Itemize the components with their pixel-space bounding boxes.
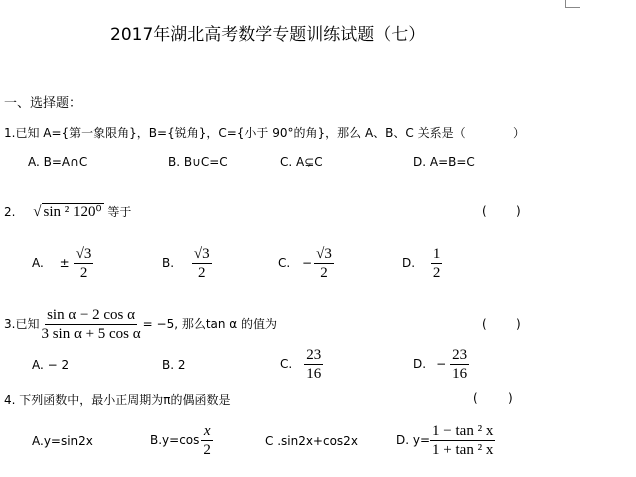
question-text: 1.已知 A={第一象限角}，B={锐角}，C={小于 90°的角}，那么 A、B、C 关系是（ (4, 126, 466, 140)
option-label: C. (280, 357, 293, 371)
numerator: 1 − tan ² x (432, 423, 494, 439)
question-2: 2. √ sin ² 120⁰ 等于 (4, 204, 132, 220)
numerator: √3 (316, 246, 332, 262)
denominator: 1 + tan ² x (432, 442, 494, 458)
option-label: A. (32, 256, 44, 270)
sign: − (436, 357, 447, 371)
denominator: 2 (79, 265, 88, 281)
denominator: 3 sin α + 5 cos α (41, 326, 141, 342)
option-label: D. (402, 256, 416, 270)
answer-paren-close: ） (513, 126, 526, 140)
option-c (278, 245, 334, 282)
option-c: C .sin2x+cos2x (265, 434, 358, 448)
option-label: D. (413, 357, 427, 371)
option-label: D. y= (396, 433, 431, 447)
radicand: sin ² 120⁰ (43, 204, 102, 220)
question-4: 4. 下列函数中，最小正周期为π的偶函数是 (4, 393, 231, 407)
option-d (402, 245, 442, 282)
question-text: 3.已知 (4, 317, 40, 331)
denominator: 2 (320, 265, 328, 281)
sign: − (302, 256, 313, 270)
option-a: A. B=A∩C (28, 155, 88, 169)
answer-paren-open: ( (482, 317, 487, 331)
denominator: 2 (432, 265, 441, 281)
answer-paren-close: ) (516, 204, 521, 218)
denominator: 16 (306, 366, 322, 382)
section-heading: 一、选择题： (4, 96, 83, 111)
answer-paren-open: ( (473, 391, 478, 405)
option-d (396, 422, 495, 459)
option-a: A.y=sin2x (32, 434, 93, 448)
numerator: 1 (432, 246, 441, 262)
option-b: B. 2 (162, 358, 186, 372)
option-d (413, 346, 469, 383)
answer-paren-close: ) (516, 317, 521, 331)
option-label: B. (162, 256, 175, 270)
question-1 (4, 124, 466, 141)
option-label: B.y=cos (150, 433, 200, 447)
option-b: B. B∪C=C (168, 155, 228, 169)
question-3 (4, 306, 277, 343)
denominator: 2 (197, 265, 206, 281)
sign: ± (59, 256, 70, 270)
numerator: x (203, 423, 211, 439)
numerator: sin α − 2 cos α (47, 307, 136, 323)
question-text: = −5, 那么tan α 的值为 (142, 317, 278, 331)
numerator: √3 (75, 246, 92, 262)
denominator: 16 (452, 366, 468, 382)
page-corner-mark (566, 7, 580, 8)
option-d: D. A=B=C (413, 155, 475, 169)
question-number: 2. (4, 205, 16, 219)
page-title: 2017年湖北高考数学专题训练试题（七） (110, 25, 426, 45)
denominator: 2 (203, 442, 211, 458)
option-c: C. A⊊C (280, 155, 323, 169)
numerator: 23 (452, 347, 468, 363)
numerator: √3 (193, 246, 210, 262)
option-b (150, 422, 213, 459)
option-a: A. − 2 (32, 358, 70, 372)
option-c (280, 346, 323, 383)
numerator: 23 (306, 347, 322, 363)
question-text: 等于 (107, 205, 132, 219)
option-b (162, 245, 212, 282)
answer-paren-close: ) (508, 391, 513, 405)
answer-paren-open: ( (482, 204, 487, 218)
option-a (32, 245, 93, 282)
option-label: C. (278, 256, 291, 270)
